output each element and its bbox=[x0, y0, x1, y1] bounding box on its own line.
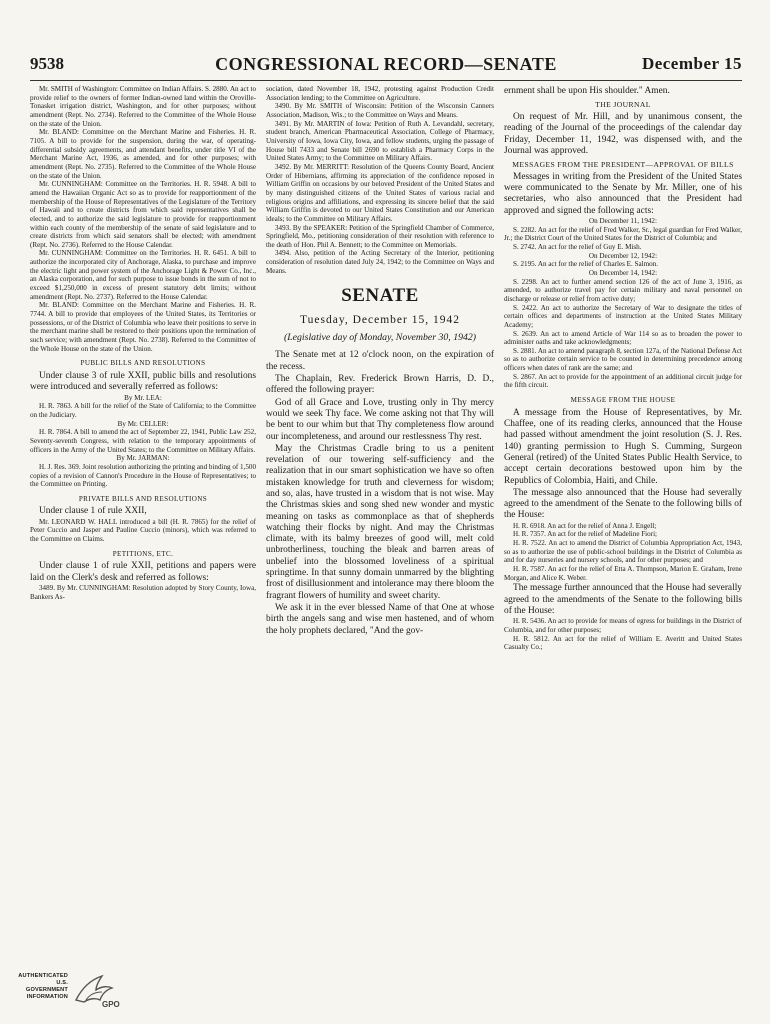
column-2 bbox=[266, 85, 494, 990]
sponsor-line: By Mr. JARMAN: bbox=[116, 454, 170, 463]
paragraph: S. 2422. An act to authorize the Secretary of War to designate the titles of certain offices and departments of instruction at the United States Military Academy; bbox=[504, 303, 742, 329]
paragraph: 3493. By the SPEAKER: Petition of the Springfield Chamber of Commerce, Springfield, Mo., petitioning consideration of their resolution with reference to the death of Hon. Phil A. Bennett; to the Committee on Memorials. bbox=[266, 223, 494, 249]
paragraph: H. R. 6918. An act for the relief of Anna J. Engell; bbox=[513, 521, 657, 530]
paragraph: 3494. Also, petition of the Acting Secretary of the Interior, petitioning consideration of resolution dated July 24, 1942; to the Committee on Ways and Means. bbox=[266, 249, 494, 275]
paragraph: S. 2298. An act to further amend section 126 of the act of June 3, 1916, as amended, to authorize travel pay for certain military and naval personnel on discharge or release or relief from active duty; bbox=[504, 277, 742, 303]
paragraph: H. R. 7863. A bill for the relief of the State of California; to the Committee on the Judiciary. bbox=[30, 402, 256, 419]
section-heading: PRIVATE BILLS AND RESOLUTIONS bbox=[78, 494, 208, 503]
paragraph: The message also announced that the House had severally agreed to the amendment of the Senate to the following bills of the House: bbox=[504, 487, 742, 521]
senate-heading: SENATE bbox=[341, 285, 419, 307]
paragraph: On request of Mr. Hill, and by unanimous consent, the reading of the Journal of the proceedings of the calendar day Friday, December 11, 1942, was dispensed with, and the Journal was approved. bbox=[504, 111, 742, 156]
page-title: CONGRESSIONAL RECORD—SENATE bbox=[215, 54, 557, 74]
section-heading: THE JOURNAL bbox=[595, 100, 651, 110]
paragraph: Mr. CUNNINGHAM: Committee on the Territories. H. R. 6451. A bill to authorize the incorporated city of Anchorage, Alaska, to purchase and improve the electric light and power system of the Anchorage Light & Power Co., Inc., an Alaska corporation, and for such purpose to issue bonds in the sum of not to exceed $1,250,000 in excess of present statutory debt limits; without amendment (Rept. No. 2737). Referred to the House Calendar. bbox=[30, 249, 256, 301]
paragraph: Mr. BLAND: Committee on the Merchant Marine and Fisheries. H. R. 7105. A bill to provide for the suspension, during the war, of operating-differential subsidy agreements, and attendant benefits, under title VI of the Merchant Marine Act, 1936, as amended, and for other purposes; with amendment (Rept. No. 2735). Referred to the Committee of the Whole House on the state of the Union. bbox=[30, 128, 256, 180]
paragraph: Messages in writing from the President of the United States were communicated to the Senate by Mr. Miller, one of his secretaries, who also announced that the President had approved and signed the following acts: bbox=[504, 171, 742, 216]
paragraph: 3490. By Mr. SMITH of Wisconsin: Petition of the Wisconsin Canners Association, Madison, Wis.; to the Committee on Ways and Means. bbox=[266, 102, 494, 119]
page-header bbox=[30, 54, 742, 76]
paragraph: S. 2881. An act to amend paragraph 8, section 127a, of the National Defense Act so as to authorize certain service to be counted in determining precedence among officers when dates of rank are the same; and bbox=[504, 346, 742, 373]
paragraph: God of all Grace and Love, trusting only in Thy mercy would we seek Thy face. We come asking not that Thy will be bent to our whim but that Thy completeness flow around our incompleteness, and around our restlessness Thy rest. bbox=[266, 397, 494, 442]
paragraph: S. 2742. An act for the relief of Guy E. Mish. bbox=[513, 242, 642, 251]
paragraph: H. R. 5436. An act to provide for means of egress for buildings in the District of Columbia, and for other purposes; bbox=[504, 617, 742, 634]
senate-section-header bbox=[266, 285, 494, 344]
page-number: 9538 bbox=[30, 54, 64, 73]
paragraph: The Chaplain, Rev. Frederick Brown Harris, D. D., offered the following prayer: bbox=[266, 374, 494, 396]
column-2-bottom bbox=[266, 350, 494, 636]
paragraph: H. J. Res. 369. Joint resolution authorizing the printing and binding of 1,500 copies of a revision of Cannon's Procedure in the House of Representatives; to the Committee on Printing. bbox=[30, 462, 256, 489]
paragraph: S. 2282. An act for the relief of Fred Walker, Sr., legal guardian for Fred Walker, Jr.; the District Court of the United States for the District of Columbia; and bbox=[504, 225, 742, 243]
sponsor-line: By Mr. LEA: bbox=[124, 393, 162, 402]
paragraph: Under clause 3 of rule XXII, public bills and resolutions were introduced and severally referred as follows: bbox=[30, 371, 256, 393]
paragraph: sociation, dated November 18, 1942, protesting against Production Credit Association lending; to the Committee on Agriculture. bbox=[266, 85, 494, 102]
paragraph: H. R. 7357. An act for the relief of Madeline Fiori; bbox=[513, 530, 658, 539]
column-1 bbox=[30, 85, 256, 990]
date-line: On December 14, 1942: bbox=[588, 268, 658, 277]
logo-mark: GPO bbox=[102, 1000, 120, 1009]
date-line: On December 12, 1942: bbox=[588, 251, 658, 260]
paragraph: A message from the House of Representatives, by Mr. Chaffee, one of its reading clerks, announced that the House had passed without amendment the joint resolution (S. J. Res. 140) granting permission to Hugh S. Cumming, Surgeon General (retired) of the United States Public Health Service, to accept certain decorations bestowed upon him by the Republics of Colombia, Haiti, and Chile. bbox=[504, 407, 742, 486]
sponsor-line: By Mr. CELLER: bbox=[117, 419, 169, 428]
section-heading: PETITIONS, ETC. bbox=[112, 549, 174, 558]
paragraph: S. 2195. An act for the relief of Charles E. Salmon. bbox=[513, 260, 658, 269]
paragraph: May the Christmas Cradle bring to us a penitent revelation of our towering self-sufficiency and the realization that in our smart sophistication we have so often mistaken knowledge for truth and cleverness for wisdom; and so, alas, have trusted in a wisdom that is not wise. May the Christmas skies and song shed new wonder and mystic meaning on tasks as commonplace as that of shepherds watching their flocks by night. And may the Christmas climate, with its balmy breezes of good will, melt cold unbrotherliness, touching the bleak and barren areas of unbelief into the blossomed loveliness of a spiritual springtime. In that sunny domain unmarred by the blighting frost of disillusionment and intolerance may there bloom the fragrant flowers of humility and sweet charity. bbox=[266, 443, 494, 601]
header-date: December 15 bbox=[641, 54, 742, 73]
paragraph: H. R. 7864. A bill to amend the act of September 22, 1941, Public Law 252, Seventy-seventh Congress, with relation to the temporary appointments of officers in the Army of the United States; to the Committee on Military Affairs. bbox=[30, 428, 256, 454]
column-3 bbox=[504, 85, 742, 990]
gpo-logo bbox=[14, 970, 124, 1014]
paragraph: The Senate met at 12 o'clock noon, on the expiration of the recess. bbox=[266, 350, 494, 372]
paragraph: Mr. CUNNINGHAM: Committee on the Territories. H. R. 5948. A bill to amend the Hawaiian Organic Act so as to provide for reapportionment of the membership of the House of Representatives of the Legislature of the Territory of Hawaii and to create districts from which said representatives shall be elected, and to authorize the said legislature to provide for reapportionment within each county of the membership of the senate of said legislature and to create districts from which said senators shall be elected; with amendment (Rept. No. 2736). Referred to the House Calendar. bbox=[30, 180, 256, 249]
paragraph: H. R. 7522. An act to amend the District of Columbia Appropriation Act, 1943, so as to authorize the use of public-school buildings in the District of Columbia as and for day nurseries and nursery schools, and for other purposes; and bbox=[504, 539, 742, 565]
paragraph: 3489. By Mr. CUNNINGHAM: Resolution adopted by Story County, Iowa, Bankers As- bbox=[30, 583, 256, 601]
paragraph: Under clause 1 of rule XXII, petitions and papers were laid on the Clerk's desk and referred as follows: bbox=[30, 561, 256, 583]
paragraph: H. R. 5812. An act for the relief of William E. Averitt and United States Casualty Co.; bbox=[504, 634, 742, 652]
paragraph: Under clause 1 of rule XXII, bbox=[39, 506, 147, 517]
paragraph: 3491. By Mr. MARTIN of Iowa: Petition of Ruth A. Levandahl, secretary, student branch, American Pharmaceutical Association, College of Pharmacy, University of Iowa, Iowa City, Iowa, and fellow students, urging the passage of House bill 7433 and Senate bill 2690 to establish a Pharmacy Corps in the United States Army; to the Committee on Military Affairs. bbox=[266, 119, 494, 163]
legislative-day: (Legislative day of Monday, November 30, 1942) bbox=[283, 332, 477, 344]
paragraph: We ask it in the ever blessed Name of that One at whose birth the angels sang and wise men hastened, and of whom the holy prophets declared, "And the gov- bbox=[266, 602, 494, 636]
paragraph: Mr. LEONARD W. HALL introduced a bill (H. R. 7865) for the relief of Peter Cuccio and Jasper and Pauline Cuccio (minors), which was referred to the Committee on Claims. bbox=[30, 517, 256, 544]
logo-text: AUTHENTICATED U.S. GOVERNMENT INFORMATION bbox=[18, 973, 68, 1000]
paragraph: S. 2867. An act to provide for the appointment of an additional circuit judge for the fifth circuit. bbox=[504, 372, 742, 390]
header-rule bbox=[30, 80, 742, 81]
date-line: On December 11, 1942: bbox=[589, 216, 657, 225]
paragraph: ernment shall be upon His shoulder." Amen. bbox=[504, 86, 670, 96]
paragraph: The message further announced that the House had severally agreed to the amendments of the Senate to the following bills of the House: bbox=[504, 583, 742, 616]
paragraph: Mr. BLAND: Committee on the Merchant Marine and Fisheries. H. R. 7744. A bill to provide that employees of the United States, its Territories or possessions, or of the District of Columbia who leave their positions to serve in the merchant marine shall be restored to their positions upon the termination of such service; with amendment (Rept. No. 2738). Referred to the Committee of the Whole House on the state of the Union. bbox=[30, 301, 256, 353]
paragraph: S. 2639. An act to amend Article of War 114 so as to broaden the power to administer oaths and take acknowledgments; bbox=[504, 329, 742, 347]
paragraph: H. R. 7587. An act for the relief of Etta A. Thompson, Marion E. Graham, Irene Morgan, and Alice K. Weber. bbox=[504, 565, 742, 582]
section-heading: MESSAGES FROM THE PRESIDENT—APPROVAL OF BILLS bbox=[512, 160, 734, 170]
paragraph: 3492. By Mr. MERRITT: Resolution of the Queens County Board, Ancient Order of Hibernians, affirming its appreciation of the confidence reposed in William Griffin on occasions by our beloved President of the United States and by many distinguished citizens of the United States of various racial and religious origins and affiliations, and expressing its sincere belief that the said William Griffin is devoted to our United States Constitution and our American ideals; to the Committee on Military Affairs. bbox=[266, 162, 494, 223]
senate-date: Tuesday, December 15, 1942 bbox=[300, 314, 460, 327]
paragraph: Mr. SMITH of Washington: Committee on Indian Affairs. S. 2880. An act to provide relief to the owners of former Indian-owned land within the Oroville-Tonasket irrigation district, Washington, and for other purposes; without amendment (Rept. No. 2734). Referred to the Committee of the Whole House on the state of the Union. bbox=[30, 85, 256, 128]
section-heading: MESSAGE FROM THE HOUSE bbox=[570, 396, 676, 405]
column-2-top bbox=[266, 85, 494, 275]
section-heading: PUBLIC BILLS AND RESOLUTIONS bbox=[80, 359, 206, 368]
